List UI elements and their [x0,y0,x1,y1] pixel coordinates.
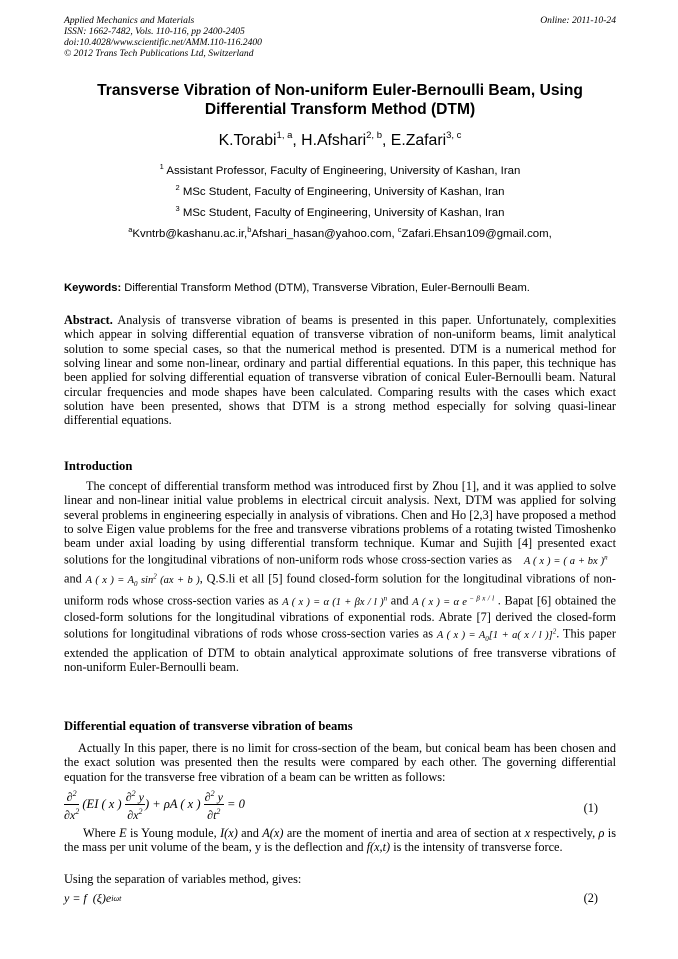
symbol-fxt: f(x,t) [366,840,391,855]
eq1-frac-d2y-dx2: $\frac{\partial^2 y}{\partial x^2}$ [125,789,144,822]
symbol-E: E [119,826,127,840]
doi-line[interactable]: doi:10.4028/www.scientific.net/AMM.110-116.2400 [64,37,262,48]
author-list [64,130,616,150]
symbol-Ax: A(x) [262,826,284,840]
formula-area-sine: A ( x ) = $A_0$ $\sin^2 (ax + b$ ) [85,572,200,588]
formula-area-power: A ( x ) = ( a + bx )$^n$ [515,553,608,567]
section2-paragraph-3: Using the separation of variables method, gives: [64,872,302,886]
symbol-x: x [524,826,531,840]
email-sup: b [247,225,252,234]
formula-area-alpha-power: A ( x ) = α (1 + βx / l )$^n$ [282,594,388,608]
email-sup: a [128,225,133,234]
affiliation-number: 2 [175,183,180,192]
intro-text-2: , Q.S.li et all [5] found closed-form solution for the longitudinal vibrations of non-uniform rods whose cross-section varies as [64,571,616,608]
copyright-line: © 2012 Trans Tech Publications Ltd, Switzerland [64,48,254,59]
intro-and-2: and [390,593,409,608]
affiliation-text: MSc Student, Faculty of Engineering, University of Kashan, Iran [182,186,505,198]
section-heading-differential-equation: Differential equation of transverse vibration of beams [64,719,353,733]
affiliation-text: MSc Student, Faculty of Engineering, University of Kashan, Iran [182,207,505,219]
affiliation-1 [64,162,616,177]
introduction-paragraph: The concept of differential transform method was introduced first by Zhou [1], and it was applied to solve linear and non-linear initial value problems in electrical circuit analysis. Next, DTM was applied for solving several problems in engineering especially in analysis of vibrations. Chen and Ho [2,3] have proposed a method to solve Eigen value problems for the free and transverse vibrations problems of a rotating twisted Timoshenko beam under axial loading by using differential transform technique. Kumar and Sujith [4] presented exact solutions for the longitudinal vibrations of non-uniform rods whose cross-section varies as A ( x ) = ( a + bx )$^n$ and A ( x ) = $A_0$ $\sin^2 (ax + b$ ), Q.S.li et all [5] found closed-form solution for the longitudinal vibrations of non-uniform rods whose cross-section varies as A ( x ) = α (1 + βx / l )$^n$ and A ( x ) = α e $^{- \beta x / l}$ . Bapat [6] obtained the closed-form solutions for the longitudinal vibrations of exponential rods. Abrate [7] derived the closed-form solutions for longitudinal vibrations of rods whose cross-section varies as A ( x ) = $A_0[1 + a$( x / l )]$^2$. This paper extended the application of DTM to obtain analytical approximate solutions of free transverse vibrations of non-uniform Euler-Bernoulli beam. [64,479,617,675]
abstract-label: Abstract. [64,313,113,327]
email-zafari[interactable]: Zafari.Ehsan109@gmail.com, [401,228,552,240]
text: respectively, [530,826,599,840]
symbol-rho: ρ [598,826,605,840]
text: is the intensity of transverse force. [390,840,563,855]
author-torabi-sup: 1, a [276,130,293,141]
paper-title [64,81,616,119]
abstract-text: Analysis of transverse vibration of beams is presented in this paper. Unfortunately, complexities which appear in solving differential equation of transverse vibration of non-uniform beams, limit analytical solution to some special cases, so that the numerical method is presented. DTM is a numerical method for solving linear and some non-linear, ordinary and partial differential equations. In this paper, this technique has been applied for solving differential equation of transverse vibration of conical Euler-Bernoulli beam. Natural circular frequencies and mode shapes have been calculated. Comparing results with the cases which exact solution have been presented, shows that DTM is a strong method especially for solving quasi-linear differential equations. [64,313,616,428]
section-heading-introduction: Introduction [64,459,133,473]
intro-text-3: Bapat [6] obtained the closed-form solutions for the longitudinal vibrations of exponential rods. Abrate [7] derived the closed-form solutions for longitudinal vibrations of rods whose cross-section varies as [64,593,617,641]
keywords-label: Keywords: [64,282,122,294]
keywords [64,282,616,294]
author-torabi: K.Torabi [218,132,277,149]
section2-paragraph-2 [64,826,616,855]
online-date: Online: 2011-10-24 [540,15,616,26]
keywords-text: Differential Transform Method (DTM), Transverse Vibration, Euler-Bernoulli Beam. [121,282,530,294]
issn-line: ISSN: 1662-7482, Vols. 110-116, pp 2400-2405 [64,26,245,37]
journal-name: Applied Mechanics and Materials [64,15,195,26]
equation-1-body: $\frac{\partial^2}{\partial x^2}$ (EI ( x ) $\frac{\partial^2 y}{\partial x^2}$ ) + ρA ( x ) $\frac{\partial^2 y}{\partial t^2}$ = 0 [64,789,245,822]
equation-1-number: (1) [583,801,598,815]
intro-and-1: and [64,571,82,586]
affiliation-2 [64,183,616,198]
author-afshari-sup: 2, b [366,130,382,141]
author-zafari-sup: 3, c [446,130,462,141]
author-zafari: E.Zafari [390,132,447,149]
equation-2-body: y = f (ξ)e iωt [64,891,122,905]
section2-paragraph-1: Actually In this paper, there is no limit for cross-section of the beam, but conical beam has been chosen and the exact solution was presented then the results were compared by each other. The governing differential equation for the transverse free vibration of a beam can be written as follows: [64,741,616,784]
affiliation-text: Assistant Professor, Faculty of Engineering, University of Kashan, Iran [166,165,521,177]
formula-area-exponential: A ( x ) = α e $^{- \beta x / l}$ [412,594,495,608]
symbol-Ix: I(x) [220,826,238,840]
email-afshari[interactable]: Afshari_hasan@yahoo.com, [251,228,398,240]
intro-text-1: The concept of differential transform method was introduced first by Zhou [1], and it was applied to solve linear and non-linear initial value problems in electrical circuit analysis. Next, DTM was applied for solving several problems in engineering especially in analysis of vibrations. Chen and Ho [2,3] have proposed a method to solve Eigen value problems for the free and transverse vibrations problems of a rotating twisted Timoshenko beam under axial loading by using differential transform technique. Kumar and Sujith [4] presented exact solutions for the longitudinal vibrations of non-uniform rods whose cross-section varies as [64,479,616,567]
text: and [237,826,263,840]
email-line [64,225,616,240]
text: Where [83,826,120,840]
intro-text-4: . This paper extended the application of DTM to obtain analytical approximate solutions of free transverse vibrations of non-uniform Euler-Bernoulli beam. [64,626,616,675]
eq1-frac-d2-dx2: $\frac{\partial^2}{\partial x^2}$ [64,789,80,822]
abstract [64,313,616,428]
journal-header [64,15,616,59]
author-sep: , [292,132,302,149]
equation-1 [64,787,616,822]
email-torabi[interactable]: Kvntrb@kashanu.ac.ir, [132,228,248,240]
equation-2-number: (2) [583,891,598,905]
affiliation-number: 1 [159,162,164,171]
text: is the mass per unit volume of the beam, y is the deflection and [64,826,617,855]
affiliation-number: 3 [175,204,180,213]
text: is Young module, [126,826,221,840]
title-line-2: Differential Transform Method (DTM) [204,101,476,118]
title-line-1: Transverse Vibration of Non-uniform Euler-Bernoulli Beam, Using [97,82,583,99]
text: are the moment of inertia and area of section at [283,826,525,840]
author-afshari: H.Afshari [301,132,367,149]
eq1-frac-d2y-dt2: $\frac{\partial^2 y}{\partial t^2}$ [204,789,223,822]
author-sep: , [382,132,391,149]
affiliation-3 [64,204,616,219]
equation-2 [64,889,616,907]
email-sup: c [397,225,402,234]
formula-area-abrate: A ( x ) = $A_0[1 + a$( x / l )]$^2$ [436,627,557,643]
